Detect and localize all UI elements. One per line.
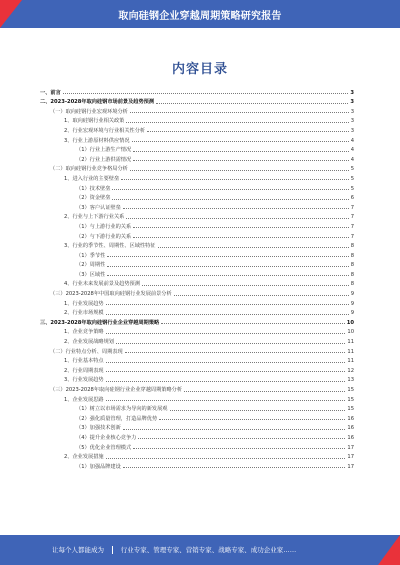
toc-entry-title: 2、行业市场规模 (64, 310, 104, 317)
footer-slogan (52, 545, 296, 554)
toc-entry[interactable] (40, 268, 354, 278)
toc-leader-dots (174, 295, 349, 296)
toc-leader-dots (133, 151, 349, 152)
toc-entry[interactable] (40, 316, 354, 326)
toc-entry-title: （3）加强技术创新 (76, 425, 121, 432)
toc-entry-page: 16 (347, 415, 354, 422)
toc-entry[interactable] (40, 124, 354, 134)
toc-entry-page: 8 (350, 281, 354, 288)
toc-leader-dots (158, 247, 349, 248)
toc-leader-dots (132, 141, 349, 142)
toc-entry-title: 2、行业与上下游行业关系 (64, 214, 125, 221)
toc-entry[interactable] (40, 144, 354, 154)
toc-entry[interactable] (40, 182, 354, 192)
toc-leader-dots (133, 160, 349, 161)
toc-entry-page: 3 (350, 99, 354, 106)
toc-entry-title: 二、2023-2028年取向硅钢市场前景及趋势预测 (40, 99, 155, 106)
toc-leader-dots (142, 285, 349, 286)
toc-leader-dots (159, 419, 345, 420)
toc-entry-page: 15 (347, 396, 354, 403)
toc-entry-title: （2）资金壁垒 (76, 195, 111, 202)
toc-leader-dots (121, 179, 349, 180)
toc-leader-dots (106, 458, 346, 459)
toc-entry-page: 17 (347, 444, 354, 451)
toc-entry-page: 5 (350, 185, 354, 192)
toc-entry-title: 三、2023-2028年取向硅钢行业企业穿越周期策略 (40, 319, 160, 326)
footer-slogan-left: 让每个人都能成为 (52, 546, 104, 554)
toc-entry-title: （1）与上游行业的关系 (76, 223, 132, 230)
toc-leader-dots (133, 237, 349, 238)
toc-entry-page: 7 (350, 204, 354, 211)
toc-entry[interactable] (40, 345, 354, 355)
toc-entry-title: （三）2023-2028年取向硅钢行业企业穿越周期策略分析 (50, 387, 183, 393)
toc-entry[interactable] (40, 297, 354, 307)
toc-entry[interactable] (40, 278, 354, 288)
toc-entry-title: （1）加强品牌建设 (76, 463, 121, 470)
toc-entry[interactable] (40, 460, 354, 470)
page-footer (0, 535, 400, 565)
toc-entry[interactable] (40, 163, 354, 173)
toc-entry[interactable] (40, 383, 354, 393)
toc-entry[interactable] (40, 412, 354, 422)
toc-entry-title: 1、企业发展思路 (64, 396, 104, 403)
toc-leader-dots (123, 467, 346, 468)
toc-leader-dots (106, 400, 346, 401)
toc-entry-title: （一）取向硅钢行业宏观环境分析 (50, 108, 128, 115)
toc-entry-title: （1）树立以市场需求为导向的新发展观 (76, 406, 168, 413)
toc-leader-dots (107, 256, 348, 257)
toc-leader-dots (133, 227, 349, 228)
toc-heading: 内容目录 (171, 62, 228, 77)
toc-entry-page: 7 (350, 214, 354, 221)
toc-entry[interactable] (40, 240, 354, 250)
table-of-contents (40, 86, 354, 518)
toc-entry-title: （3）区域性 (76, 271, 106, 278)
toc-entry[interactable] (40, 259, 354, 269)
toc-leader-dots (138, 438, 345, 439)
toc-entry-title: （2）周期性 (76, 262, 106, 269)
toc-entry-page: 13 (347, 377, 354, 384)
toc-entry[interactable] (40, 307, 354, 317)
toc-entry-page: 8 (350, 252, 354, 259)
toc-entry[interactable] (40, 287, 354, 297)
toc-entry-title: （二）行业特点分析、周期表现 (50, 348, 123, 355)
toc-leader-dots (130, 170, 349, 171)
toc-entry[interactable] (40, 172, 354, 182)
toc-entry-page: 3 (350, 89, 354, 96)
toc-leader-dots (130, 112, 349, 113)
toc-leader-dots (170, 410, 346, 411)
toc-entry-page: 3 (350, 118, 354, 125)
toc-entry-page: 8 (350, 271, 354, 278)
toc-entry-title: （4）提升企业核心竞争力 (76, 434, 137, 441)
toc-entry-title: 4、行业未来发展前景及趋势预测 (64, 281, 140, 288)
toc-entry-page: 10 (346, 319, 354, 326)
toc-leader-dots (106, 314, 349, 315)
toc-leader-dots (106, 381, 346, 382)
toc-entry[interactable] (40, 220, 354, 230)
toc-entry-title: 1、进入行业的主要壁垒 (64, 175, 120, 182)
footer-slogan-right: 行业专家、管理专家、营销专家、战略专家、成功企业家…… (120, 546, 297, 554)
toc-entry-page: 16 (347, 425, 354, 432)
toc-entry[interactable] (40, 249, 354, 259)
toc-entry[interactable] (40, 431, 354, 441)
toc-entry-title: （1）技术壁垒 (76, 185, 111, 192)
toc-entry-title: （1）季节性 (76, 252, 106, 259)
toc-entry-title: （1）行业上游生产情况 (76, 147, 132, 154)
toc-entry-title: （2）与下游行业的关系 (76, 233, 132, 240)
toc-entry-title: 1、行业发展趋势 (64, 300, 104, 307)
toc-entry-page: 4 (350, 147, 354, 154)
toc-leader-dots (106, 362, 346, 363)
toc-entry[interactable] (40, 96, 354, 106)
footer-divider (112, 546, 113, 554)
toc-entry[interactable] (40, 153, 354, 163)
toc-entry-title: 2、企业发展战略规划 (64, 339, 114, 346)
toc-entry[interactable] (40, 422, 354, 432)
toc-entry[interactable] (40, 115, 354, 125)
toc-entry[interactable] (40, 201, 354, 211)
toc-leader-dots (106, 304, 349, 305)
toc-entry-page: 7 (350, 233, 354, 240)
toc-entry[interactable] (40, 451, 354, 461)
toc-entry-title: 1、取向硅钢行业相关政策 (64, 118, 125, 125)
toc-entry[interactable] (40, 326, 354, 336)
toc-entry-title: （3）客户认证壁垒 (76, 204, 121, 211)
toc-entry[interactable] (40, 364, 354, 374)
toc-entry[interactable] (40, 393, 354, 403)
toc-entry[interactable] (40, 105, 354, 115)
toc-entry-title: 2、行业宏观环境与行业相关性分析 (64, 127, 146, 134)
toc-entry-title: （2）行业上游供需情况 (76, 156, 132, 163)
toc-entry-title: 3、行业上游原材料供应情况 (64, 137, 130, 144)
toc-entry-page: 12 (347, 367, 354, 374)
toc-entry[interactable] (40, 441, 354, 451)
toc-entry-title: 2、企业发展措施 (64, 454, 104, 461)
toc-entry-page: 11 (347, 348, 354, 355)
toc-leader-dots (63, 93, 349, 94)
toc-entry-title: 1、企业竞争策略 (64, 329, 104, 336)
toc-entry-title: （5）优化企业管理模式 (76, 444, 132, 451)
toc-entry-page: 8 (350, 243, 354, 250)
toc-entry-page: 17 (347, 454, 354, 461)
toc-leader-dots (123, 429, 346, 430)
toc-entry-page: 16 (347, 434, 354, 441)
toc-entry[interactable] (40, 230, 354, 240)
toc-entry-title: 2、行业周期表现 (64, 367, 104, 374)
toc-leader-dots (116, 343, 345, 344)
toc-entry-page: 9 (350, 300, 354, 307)
toc-entry-page: 15 (347, 406, 354, 413)
toc-entry[interactable] (40, 335, 354, 345)
toc-entry-title: 一、前言 (40, 89, 61, 96)
toc-entry-page: 3 (350, 127, 354, 134)
toc-leader-dots (112, 189, 348, 190)
toc-leader-dots (112, 199, 348, 200)
toc-entry-page: 4 (350, 156, 354, 163)
toc-entry[interactable] (40, 211, 354, 221)
toc-entry-page: 15 (347, 387, 354, 393)
toc-entry-page: 17 (347, 463, 354, 470)
toc-leader-dots (156, 103, 348, 104)
toc-leader-dots (133, 448, 345, 449)
page-header (0, 0, 400, 28)
toc-entry-page: 5 (350, 166, 354, 173)
toc-leader-dots (147, 131, 349, 132)
toc-leader-dots (123, 208, 349, 209)
toc-entry-page: 6 (350, 195, 354, 202)
toc-entry[interactable] (40, 134, 354, 144)
toc-entry-page: 8 (350, 262, 354, 269)
toc-entry[interactable] (40, 192, 354, 202)
toc-leader-dots (125, 352, 346, 353)
toc-entry-page: 9 (350, 291, 354, 298)
toc-entry[interactable] (40, 355, 354, 365)
toc-entry-page: 11 (347, 358, 354, 365)
toc-leader-dots (184, 391, 345, 392)
footer-red-accent (378, 535, 400, 565)
toc-entry-title: 3、行业发展趋势 (64, 377, 104, 384)
toc-leader-dots (106, 371, 346, 372)
toc-entry-title: 3、行业的季节性、周期性、区域性特征 (64, 243, 156, 250)
toc-entry-page: 7 (350, 223, 354, 230)
toc-leader-dots (107, 275, 348, 276)
toc-leader-dots (126, 218, 348, 219)
toc-entry-page: 4 (350, 137, 354, 144)
toc-entry[interactable] (40, 403, 354, 413)
toc-entry-title: 1、行业基本特点 (64, 358, 104, 365)
toc-entry-page: 3 (350, 108, 354, 115)
toc-entry-page: 9 (350, 310, 354, 317)
toc-entry-title: （三）2023-2028年中国取向硅钢行业发展前景分析 (50, 291, 172, 298)
toc-entry-page: 10 (347, 329, 354, 336)
toc-entry-title: （二）取向硅钢行业竞争格局分析 (50, 166, 128, 173)
toc-leader-dots (107, 266, 348, 267)
report-title: 取向硅钢企业穿越周期策略研究报告 (118, 11, 282, 22)
toc-entry-title: （2）强化质量管理，打造品牌优势 (76, 415, 158, 422)
toc-leader-dots (106, 333, 346, 334)
toc-leader-dots (161, 323, 345, 324)
toc-entry[interactable] (40, 374, 354, 384)
toc-entry[interactable] (40, 86, 354, 96)
toc-leader-dots (126, 122, 348, 123)
toc-entry-page: 11 (347, 339, 354, 346)
toc-entry-page: 5 (350, 175, 354, 182)
